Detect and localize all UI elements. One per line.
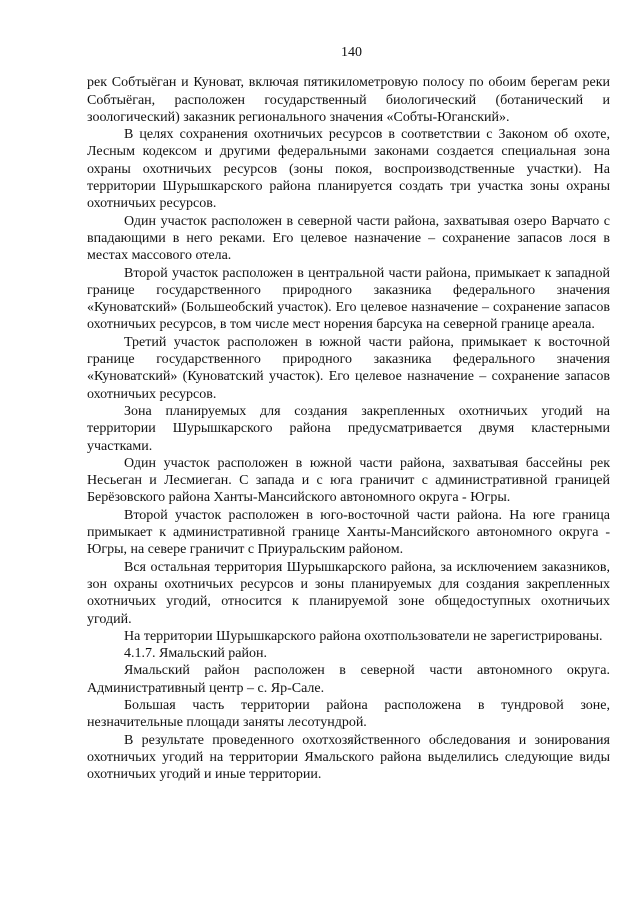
paragraph: Третий участок расположен в южной части района, примыкает к восточной границе государственного природного заказника федерального значения «Куноватский» (Куноватский участок). Его целевое назначение – сохранение запасов охотничьих ресурсов.: [87, 334, 610, 402]
paragraph: Ямальский район расположен в северной части автономного округа. Административный центр – с. Яр-Сале.: [87, 663, 610, 696]
paragraph: Один участок расположен в южной части района, захватывая бассейны рек Несьеган и Лесмиеган. С запада и с юга граничит с административной границей Берёзовского района Ханты-Мансийского автономного округа - Югры.: [87, 455, 610, 506]
paragraph: На территории Шурышкарского района охотпользователи не зарегистрированы.: [124, 628, 603, 644]
paragraph: рек Собтыёган и Куноват, включая пятикилометровую полосу по обоим берегам реки Собтыёган, расположен государственный биологический (ботанический и зоологический) заказник регионального значения «Собты-Юганский».: [87, 75, 610, 125]
paragraph: Большая часть территории района расположена в тундровой зоне, незначительные площади заняты лесотундрой.: [87, 697, 610, 731]
page-number: 140: [341, 45, 362, 60]
paragraph: Вся остальная территория Шурышкарского района, за исключением заказников, зон охраны охотничьих ресурсов и зоны планируемых для создания закрепленных охотничьих угодий, относится к планируемой зоне общедоступных охотничьих угодий.: [87, 559, 610, 627]
paragraph: Зона планируемых для создания закрепленных охотничьих угодий на территории Шурышкарского района предусматривается двумя кластерными участками.: [87, 403, 610, 454]
section-heading: 4.1.7. Ямальский район.: [124, 646, 268, 662]
paragraph: Второй участок расположен в юго-восточной части района. На юге граница примыкает к административной границе Ханты-Мансийского автономного округа - Югры, на севере граничит с Приуральским районом.: [87, 507, 610, 558]
paragraph: Один участок расположен в северной части района, захватывая озеро Варчато с впадающими в него реками. Его целевое назначение – сохранение запасов лося в местах массового отела.: [87, 213, 610, 264]
paragraph: В целях сохранения охотничьих ресурсов в соответствии с Законом об охоте, Лесным кодексом и другими федеральными законами создается специальная зона охраны охотничьих ресурсов (зоны покоя, воспроизводственные участки). На территории Шурышкарского района планируется создать три участка зоны охраны охотничьих ресурсов.: [87, 127, 610, 212]
paragraph: В результате проведенного охотхозяйственного обследования и зонирования охотничьих угодий на территории Ямальского района выделились следующие виды охотничьих угодий и иные территории.: [87, 732, 610, 783]
paragraph: Второй участок расположен в центральной части района, примыкает к западной границе государственного природного заказника федерального значения «Куноватский» (Большеобский участок). Его целевое назначение – сохранение запасов охотничьих ресурсов, в том числе мест норения барсука на северной границе ареала.: [87, 265, 610, 333]
